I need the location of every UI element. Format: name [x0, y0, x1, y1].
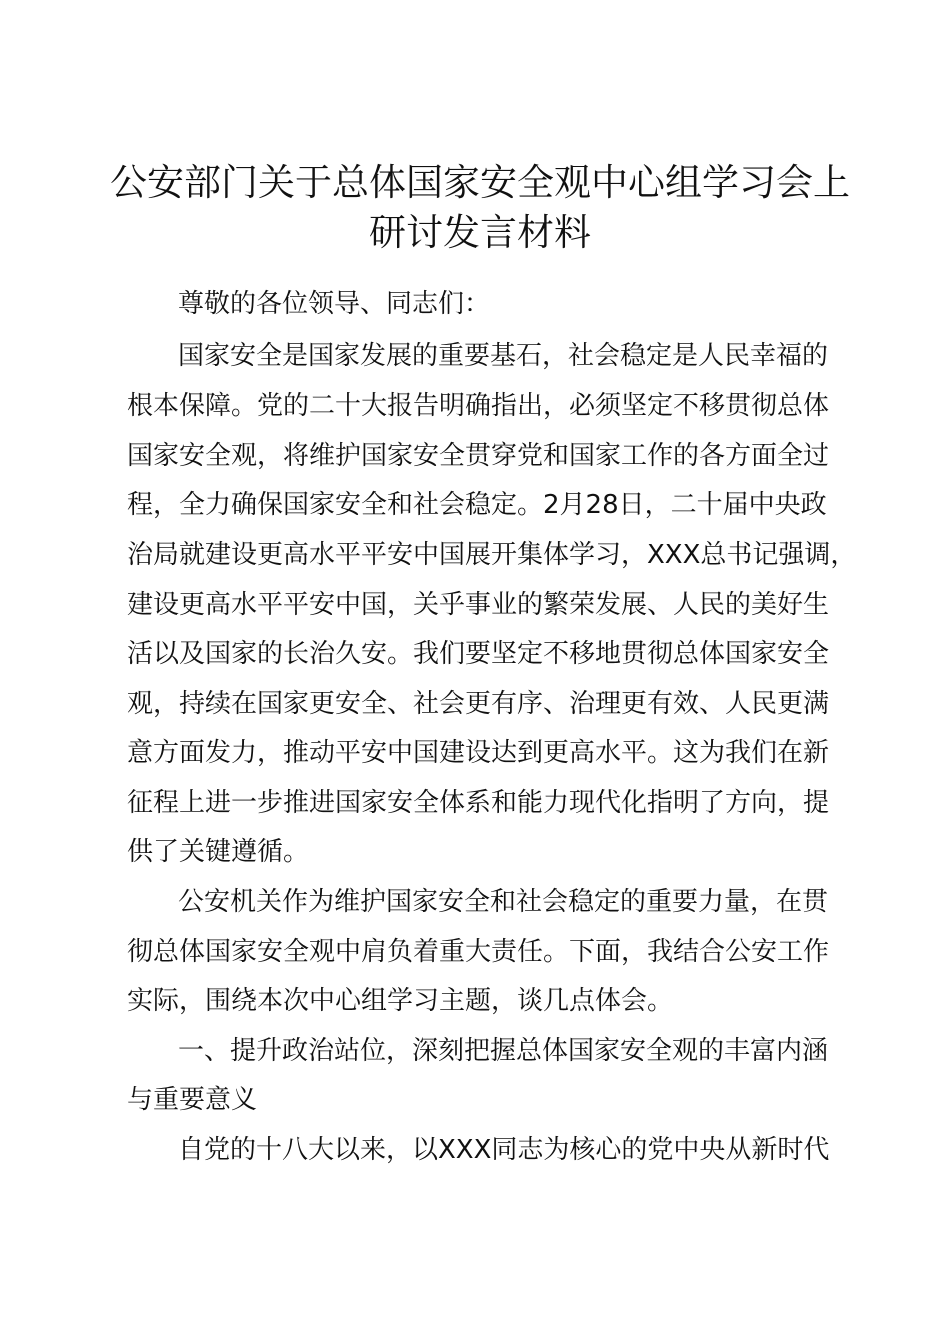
paragraph-1-line-2: 根本保障。党的二十大报告明确指出，必须坚定不移贯彻总体 [127, 391, 830, 421]
paragraph-1-line-8: 观，持续在国家更安全、社会更有序、治理更有效、人民更满 [127, 689, 830, 719]
paragraph-1-line-4: 程，全力确保国家安全和社会稳定。2月28日，二十届中央政 [127, 490, 827, 520]
paragraph-1-line-9: 意方面发力，推动平安中国建设达到更高水平。这为我们在新 [127, 738, 830, 768]
paragraph-1-line-1: 国家安全是国家发展的重要基石，社会稳定是人民幸福的 [178, 341, 829, 371]
paragraph-1-line-10: 征程上进一步推进国家安全体系和能力现代化指明了方向，提 [127, 788, 830, 818]
paragraph-2-line-3: 实际，围绕本次中心组学习主题，谈几点体会。 [127, 986, 674, 1016]
paragraph-1-line-7: 活以及国家的长治久安。我们要坚定不移地贯彻总体国家安全 [127, 639, 830, 669]
paragraph-1-line-3: 国家安全观，将维护国家安全贯穿党和国家工作的各方面全过 [127, 441, 830, 471]
paragraph-2-line-1: 公安机关作为维护国家安全和社会稳定的重要力量，在贯 [178, 887, 829, 917]
paragraph-2-line-2: 彻总体国家安全观中肩负着重大责任。下面，我结合公安工作 [127, 937, 830, 967]
document-title-line-1: 公安部门关于总体国家安全观中心组学习会上 [110, 161, 850, 204]
paragraph-1-line-11: 供了关键遵循。 [127, 837, 310, 867]
salutation: 尊敬的各位领导、同志们： [178, 289, 491, 319]
paragraph-1-line-5: 治局就建设更高水平平安中国展开集体学习，XXX总书记强调， [127, 540, 857, 570]
section-heading-line-2: 与重要意义 [127, 1085, 258, 1115]
paragraph-1-line-6: 建设更高水平平安中国，关乎事业的繁荣发展、人民的美好生 [127, 590, 830, 620]
section-heading-line-1: 一、提升政治站位，深刻把握总体国家安全观的丰富内涵 [178, 1036, 829, 1066]
paragraph-3-line-1: 自党的十八大以来，以XXX同志为核心的党中央从新时代 [178, 1135, 830, 1165]
document-title-line-2: 研讨发言材料 [369, 211, 591, 254]
